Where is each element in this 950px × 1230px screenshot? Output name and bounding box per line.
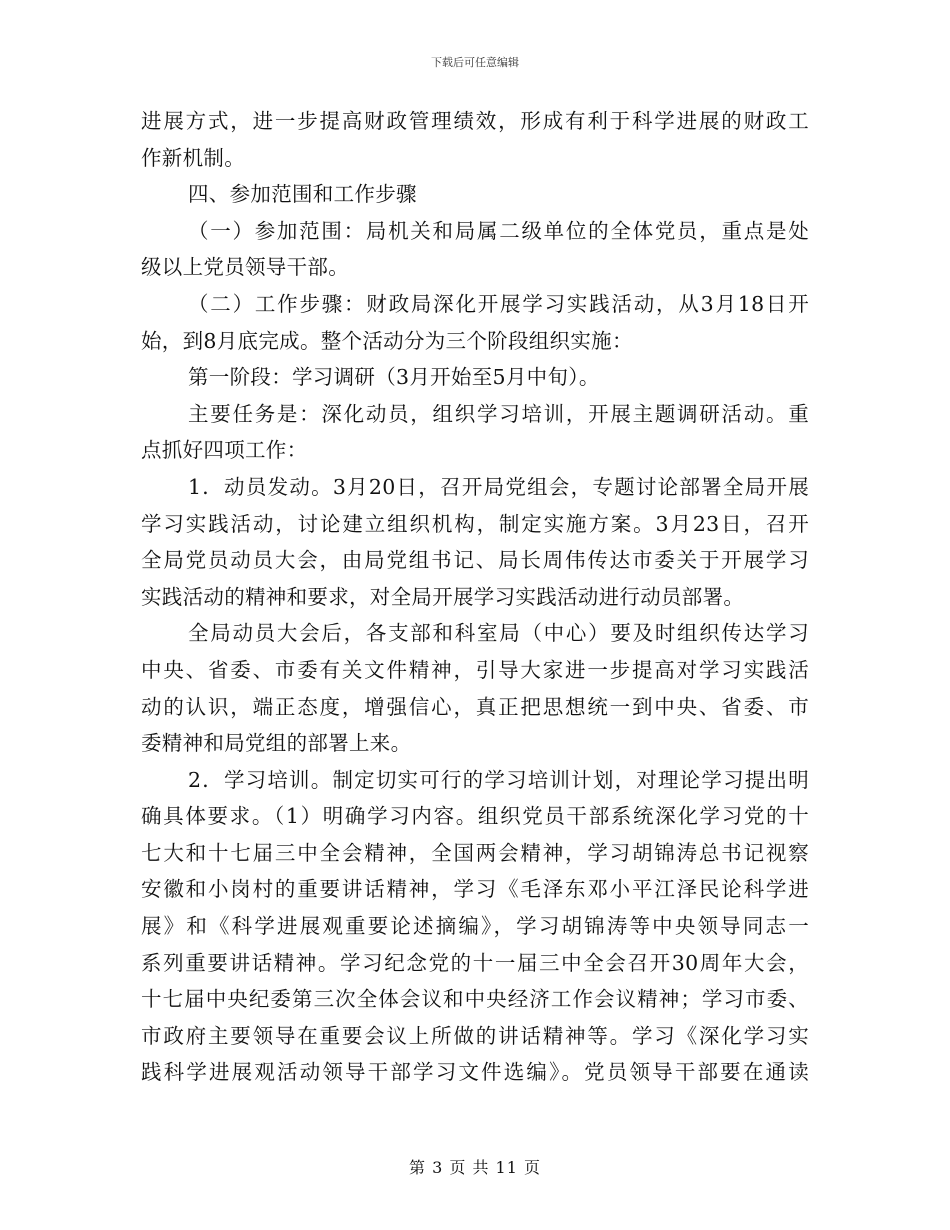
body-line: 安徽和小岗村的重要讲话精神，学习《毛泽东邓小平江泽民论科学进 (141, 877, 809, 902)
body-line: 2．学习培训。制定切实可行的学习培训计划，对理论学习提出明 (188, 767, 809, 792)
body-line: 系列重要讲话精神。学习纪念党的十一届三中全会召开30周年大会， (141, 950, 809, 975)
body-line: 学习实践活动，讨论建立组织机构，制定实施方案。3月23日，召开 (141, 511, 809, 536)
body-line: 作新机制。 (141, 145, 245, 170)
body-line: 始，到8月底完成。整个活动分为三个阶段组织实施： (141, 328, 633, 353)
body-line: 确具体要求。（1）明确学习内容。组织党员干部系统深化学习党的十 (141, 804, 809, 829)
body-line: 主要任务是：深化动员，组织学习培训，开展主题调研活动。重 (188, 401, 809, 426)
page-number: 第 3 页 共 11 页 (409, 1158, 541, 1177)
body-line: 进展方式，进一步提高财政管理绩效，形成有利于科学进展的财政工 (141, 109, 809, 133)
body-line: 1．动员发动。3月20日，召开局党组会，专题讨论部署全局开展 (188, 474, 809, 499)
body-line: 市政府主要领导在重要会议上所做的讲话精神等。学习《深化学习实 (141, 1023, 809, 1048)
body-line: 十七届中央纪委第三次全体会议和中央经济工作会议精神；学习市委、 (141, 987, 809, 1012)
body-line: 践科学进展观活动领导干部学习文件选编》。党员领导干部要在通读 (141, 1060, 809, 1085)
body-line: 委精神和局党组的部署上来。 (141, 731, 412, 756)
body-line: 动的认识，端正态度，增强信心，真正把思想统一到中央、省委、市 (141, 694, 809, 719)
body-line: 级以上党员领导干部。 (141, 255, 349, 280)
header-note: 下载后可任意编辑 (431, 56, 519, 69)
body-line: 实践活动的精神和要求，对全局开展学习实践活动进行动员部署。 (141, 584, 745, 609)
body-line: 第一阶段：学习调研（3月开始至5月中旬）。 (188, 365, 600, 390)
body-line: （二）工作步骤：财政局深化开展学习实践活动，从3月18日开 (188, 291, 809, 316)
body-line: 展》和《科学进展观重要论述摘编》，学习胡锦涛等中央领导同志一 (141, 914, 809, 939)
body-line: 全局党员动员大会，由局党组书记、局长周伟传达市委关于开展学习 (141, 548, 809, 573)
document-body (141, 103, 809, 1091)
body-line: 七大和十七届三中全会精神，全国两会精神，学习胡锦涛总书记视察 (141, 840, 809, 865)
body-line: （一）参加范围：局机关和局属二级单位的全体党员，重点是处 (188, 218, 809, 243)
body-line: 中央、省委、市委有关文件精神，引导大家进一步提高对学习实践活 (141, 657, 809, 682)
section-heading: 四、参加范围和工作步骤 (188, 182, 417, 207)
body-line: 点抓好四项工作： (141, 438, 308, 463)
body-line: 全局动员大会后，各支部和科室局（中心）要及时组织传达学习 (188, 621, 809, 646)
